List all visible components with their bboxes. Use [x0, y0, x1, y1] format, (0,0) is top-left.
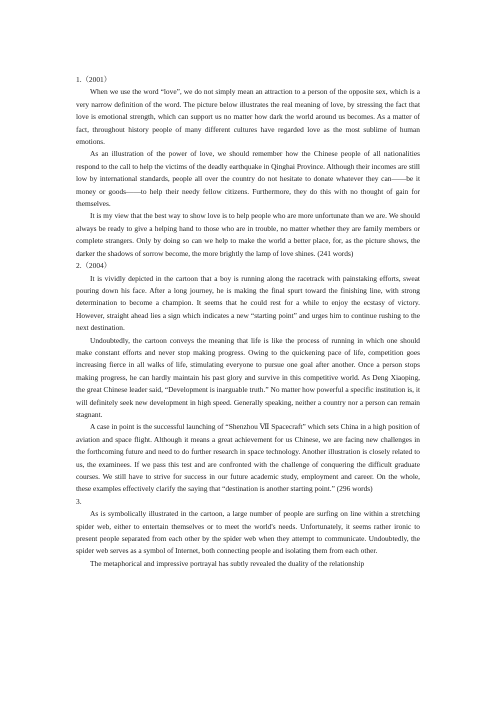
paragraph: The metaphorical and impressive portrayal has subtly revealed the duality of the relationship: [90, 558, 365, 568]
paragraph: A case in point is the successful launching of “Shenzhou Ⅶ Spacecraft” which sets China in a high position of aviation and space flight. Although it means a great achievement for us Chinese, we are facing new challenges in the forthcoming future and need to do further research in space technology. Another illustration is closely related to us, the examinees. If we pass this test and are confronted with the challenge of conquering the difficult graduate courses. We still have to strive for success in our future academic study, employment and career. On the whole, these examples effectively clarify the saying that “destination is another starting point.” (296 words): [76, 422, 420, 494]
paragraph: As is symbolically illustrated in the cartoon, a large number of people are surfing on line within a stretching spider web, either to entertain themselves or to meet the world's needs. Unfortunately, it seems rather ironic to present people separated from each other by the spider web when they attempt to communicate. Undoubtedly, the spider web serves as a symbol of Internet, both connecting people and isolating them from each other.: [76, 509, 420, 556]
essay-heading: 1.（2001）: [76, 75, 112, 84]
document-page: [76, 74, 420, 570]
essay-heading: 2.（2004）: [76, 261, 112, 271]
essay-1: [76, 74, 420, 260]
essay-heading: 3.: [76, 496, 82, 506]
essay-3: [76, 496, 420, 570]
essay-2: [76, 260, 420, 496]
paragraph: Undoubtedly, the cartoon conveys the meaning that life is like the process of running in which one should make constant efforts and never stop making progress. Owing to the quickening pace of life, competition goes increasing fierce in all walks of life, stimulating everyone to pursue one goal after another. Once a person stops making progress, he can hardly maintain his past glory and survive in this competitive world. As Deng Xiaoping, the great Chinese leader said, “Development is inarguable truth.” No matter how powerful a specific institution is, it will definitely seek new development in high speed. Generally speaking, neither a country nor a person can remain stagnant.: [76, 335, 420, 419]
paragraph: It is vividly depicted in the cartoon that a boy is running along the racetrack with painstaking efforts, sweat pouring down his face. After a long journey, he is making the final spurt toward the finishing line, with strong determination to become a champion. It seems that he could rest for a while to enjoy the ecstasy of victory. However, straight ahead lies a sign which indicates a new “starting point” and urges him to continue rushing to the next destination.: [76, 273, 420, 333]
paragraph: When we use the word “love”, we do not simply mean an attraction to a person of the opposite sex, which is a very narrow definition of the word. The picture below illustrates the real meaning of love, by stressing the fact that love is emotional strength, which can support us no matter how dark the world around us becomes. As a matter of fact, throughout history people of many different cultures have regarded love as the most sublime of human emotions.: [76, 87, 420, 147]
paragraph: It is my view that the best way to show love is to help people who are more unfortunate than we are. We should always be ready to give a helping hand to those who are in trouble, no matter whether they are family members or complete strangers. Only by doing so can we help to make the world a better place, for, as the picture shows, the darker the shadows of sorrow become, the more brightly the lamp of love shines. (241 words): [76, 211, 420, 258]
paragraph: As an illustration of the power of love, we should remember how the Chinese people of all nationalities respond to the call to help the victims of the deadly earthquake in Qinghai Province. Although their incomes are still low by international standards, people all over the country do not hesitate to donate whatever they can——be it money or goods——to help their needy fellow citizens. Furthermore, they do this with no thought of gain for themselves.: [76, 149, 420, 209]
